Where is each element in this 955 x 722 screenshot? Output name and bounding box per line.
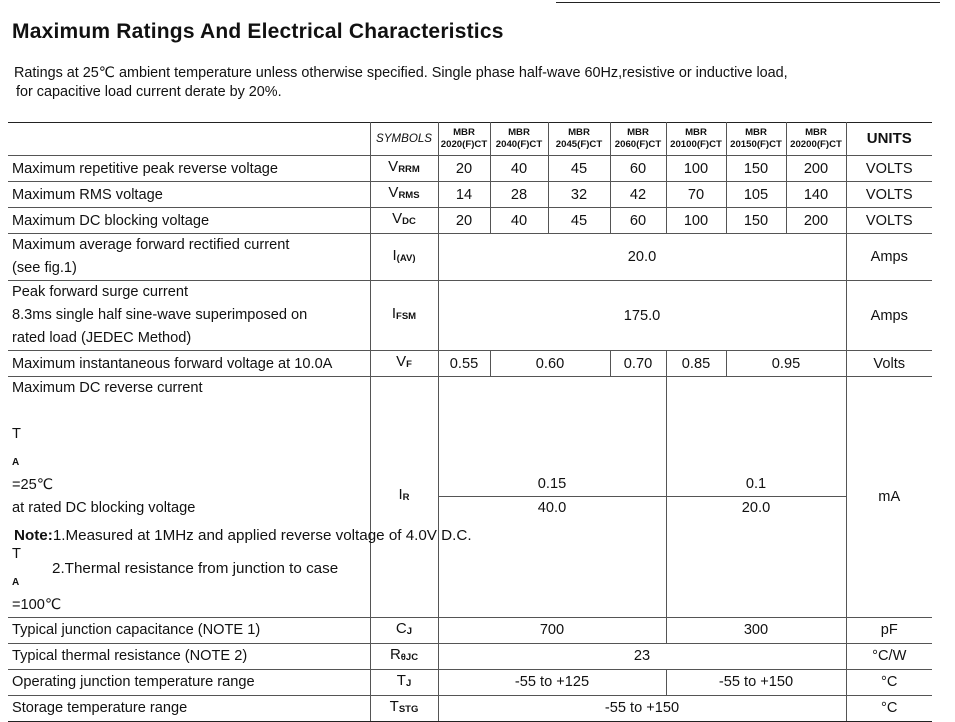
units-header: UNITS (846, 123, 932, 156)
value-cell: -55 to +150 (666, 669, 846, 695)
table-row-tj (8, 669, 932, 695)
value-cell: 0.55 (438, 351, 490, 377)
part-prefix: MBR (453, 127, 475, 138)
symbol-sub: DC (402, 216, 416, 227)
value-cell: 175.0 (438, 281, 846, 351)
value-cell: 28 (490, 182, 548, 208)
cond-sub: A (12, 576, 20, 588)
unit-cell: mA (846, 377, 932, 618)
value-cell: 0.70 (610, 351, 666, 377)
part-header (610, 123, 666, 156)
value-cell: 140 (786, 182, 846, 208)
unit-cell: VOLTS (846, 156, 932, 182)
symbol-cell (370, 643, 438, 669)
unit-cell: pF (846, 617, 932, 643)
table-row-vrms (8, 182, 932, 208)
symbol-letter: C (395, 619, 407, 637)
symbol-letter: V (388, 184, 399, 201)
value-cell: 100 (666, 208, 726, 234)
unit-cell: Amps (846, 234, 932, 281)
value-cell: 100 (666, 156, 726, 182)
value-cell: 105 (726, 182, 786, 208)
value-cell: 40 (490, 208, 548, 234)
value-cell: 200 (786, 156, 846, 182)
symbol-cell (370, 351, 438, 377)
top-rule (556, 2, 940, 3)
value-cell: 0.85 (666, 351, 726, 377)
symbol-sub: STG (398, 703, 419, 715)
param-label: Storage temperature range (8, 695, 370, 721)
cond-sub: A (12, 456, 20, 468)
value-cell: 200 (786, 208, 846, 234)
symbol-letter: R (389, 645, 401, 663)
part-prefix: MBR (685, 127, 707, 138)
cond-value: =25℃ (12, 476, 54, 493)
value-cell: 150 (726, 156, 786, 182)
unit-cell: VOLTS (846, 208, 932, 234)
param-label: Typical thermal resistance (NOTE 2) (8, 643, 370, 669)
value-cell (438, 377, 666, 618)
intro-text (14, 64, 914, 102)
symbols-header: SYMBOLS (370, 123, 438, 156)
symbol-sub: (AV) (396, 252, 416, 264)
symbol-letter: I (398, 486, 403, 504)
part-header (786, 123, 846, 156)
symbol-letter: I (391, 305, 397, 322)
table-row-cj (8, 617, 932, 643)
symbol-cell (370, 377, 438, 618)
value-cell: -55 to +150 (438, 695, 846, 721)
symbol-sub: R (402, 492, 410, 504)
value-cell: 42 (610, 182, 666, 208)
unit-cell: Volts (846, 351, 932, 377)
value-cell: 700 (438, 617, 666, 643)
symbol-sub: RRM (398, 164, 420, 175)
symbol-cell (370, 281, 438, 351)
value-cell: 0.95 (726, 351, 846, 377)
value-cell: -55 to +125 (438, 669, 666, 695)
intro-line-1: Ratings at 25℃ ambient temperature unless otherwise specified. Single phase half-wave 60Hz,resistive or inductive load, (14, 65, 788, 81)
param-label (8, 234, 370, 281)
part-header (438, 123, 490, 156)
symbol-letter: V (392, 210, 403, 227)
table-row-iav (8, 234, 932, 281)
value-cell: 23 (438, 643, 846, 669)
symbol-cell (370, 617, 438, 643)
table-row-vrrm (8, 156, 932, 182)
notes-section (14, 527, 472, 577)
symbol-cell (370, 156, 438, 182)
table-row-tstg (8, 695, 932, 721)
value-cell: 70 (666, 182, 726, 208)
part-model: 2045(F)CT (555, 139, 603, 150)
part-prefix: MBR (745, 127, 767, 138)
unit-cell: VOLTS (846, 182, 932, 208)
unit-cell: °C (846, 695, 932, 721)
value-cell: 20 (438, 156, 490, 182)
symbol-cell (370, 695, 438, 721)
part-header (666, 123, 726, 156)
part-prefix: MBR (627, 127, 649, 138)
part-header (490, 123, 548, 156)
note-2: 2.Thermal resistance from junction to case (52, 560, 339, 577)
part-prefix: MBR (508, 127, 530, 138)
page-title: Maximum Ratings And Electrical Characteristics (12, 20, 504, 43)
part-model: 20200(F)CT (790, 139, 842, 150)
value-cell: 45 (548, 156, 610, 182)
value-cell: 20 (438, 208, 490, 234)
symbol-sub: J (405, 677, 412, 689)
part-model: 2040(F)CT (495, 139, 543, 150)
value-25c: 0.15 (439, 473, 666, 497)
param-label (8, 377, 370, 618)
table-row-rjc (8, 643, 932, 669)
param-label: Maximum DC blocking voltage (8, 208, 370, 234)
note-1-text: 1.Measured at 1MHz and applied reverse voltage of 4.0V D.C. (52, 527, 472, 544)
part-model: 2060(F)CT (614, 139, 662, 150)
symbol-cell (370, 182, 438, 208)
param-line: rated load (JEDEC Method) (12, 330, 192, 346)
symbol-letter: V (388, 158, 399, 175)
symbol-sub: θJC (400, 651, 419, 663)
part-model: 20100(F)CT (670, 139, 722, 150)
note-label: Note: (14, 527, 53, 544)
note-1 (14, 527, 472, 544)
unit-cell: °C (846, 669, 932, 695)
cond-letter: T (12, 545, 21, 562)
unit-cell: Amps (846, 281, 932, 351)
symbol-cell (370, 208, 438, 234)
ratings-table (8, 122, 932, 722)
table-row-vf (8, 351, 932, 377)
param-line: Peak forward surge current (12, 284, 189, 300)
param-label (8, 281, 370, 351)
value-cell: 150 (726, 208, 786, 234)
symbol-sub: RMS (398, 190, 420, 201)
symbol-cell (370, 669, 438, 695)
value-cell: 14 (438, 182, 490, 208)
symbol-cell (370, 234, 438, 281)
part-prefix: MBR (805, 127, 827, 138)
table-row-ifsm (8, 281, 932, 351)
value-25c: 0.1 (667, 473, 846, 497)
value-cell: 60 (610, 208, 666, 234)
value-cell: 0.60 (490, 351, 610, 377)
param-label: Maximum instantaneous forward voltage at 10.0A (8, 351, 370, 377)
part-header (548, 123, 610, 156)
part-prefix: MBR (568, 127, 590, 138)
value-cell (666, 377, 846, 618)
part-model: 2020(F)CT (440, 139, 488, 150)
symbol-sub: FSM (396, 311, 417, 322)
header-blank (8, 123, 370, 156)
unit-cell: °C/W (846, 643, 932, 669)
part-model: 20150(F)CT (730, 139, 782, 150)
value-cell: 40 (490, 156, 548, 182)
param-label: Maximum RMS voltage (8, 182, 370, 208)
value-100c: 40.0 (537, 500, 567, 517)
param-label: Operating junction temperature range (8, 669, 370, 695)
param-text: at rated DC blocking voltage (12, 499, 196, 516)
param-line: Maximum average forward rectified current (12, 237, 290, 253)
symbol-sub: F (406, 359, 412, 370)
param-line (12, 377, 368, 497)
symbol-letter: T (396, 671, 406, 689)
intro-line-2: for capacitive load current derate by 20%. (16, 84, 282, 100)
value-cell: 20.0 (438, 234, 846, 281)
cond-value: =100℃ (12, 596, 62, 613)
part-header (726, 123, 786, 156)
param-line (12, 497, 368, 617)
value-100c: 20.0 (741, 500, 771, 517)
table-row-vdc (8, 208, 932, 234)
value-cell: 60 (610, 156, 666, 182)
symbol-letter: V (396, 353, 407, 370)
value-cell: 300 (666, 617, 846, 643)
cond-letter: T (12, 426, 21, 442)
param-line: (see fig.1) (12, 260, 77, 276)
value-cell: 45 (548, 208, 610, 234)
table-row-ir (8, 377, 932, 618)
header-row (8, 123, 932, 156)
symbol-letter: I (392, 246, 397, 264)
param-line: 8.3ms single half sine-wave superimposed on (12, 307, 308, 323)
symbol-sub: J (406, 625, 413, 637)
value-cell: 32 (548, 182, 610, 208)
param-label: Maximum repetitive peak reverse voltage (8, 156, 370, 182)
param-label: Typical junction capacitance (NOTE 1) (8, 617, 370, 643)
param-text: Maximum DC reverse current (12, 380, 203, 396)
symbol-letter: T (389, 697, 399, 715)
